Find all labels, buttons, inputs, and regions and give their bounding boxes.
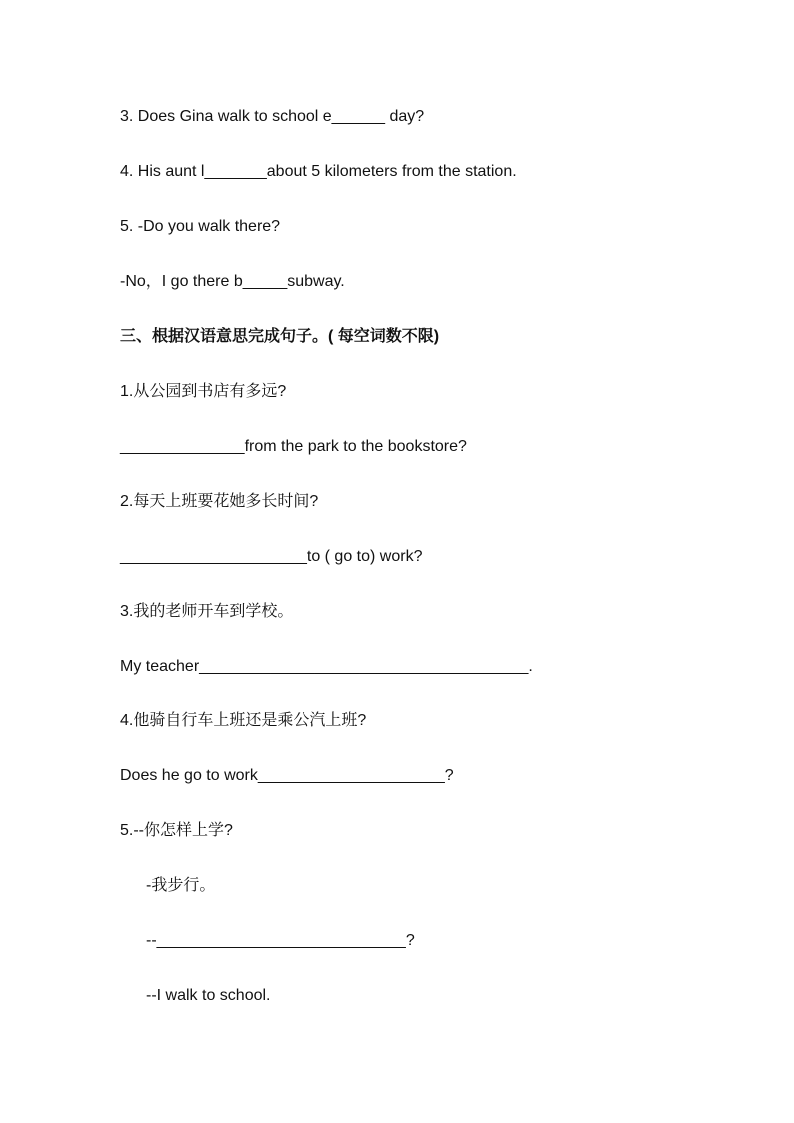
exercise-item-3: 3. Does Gina walk to school e______ day? <box>120 108 425 125</box>
dialogue-line-2: --____________________________? <box>146 932 415 949</box>
translation-item-4-answer: Does he go to work_____________________? <box>120 767 454 784</box>
translation-item-3-answer: My teacher_____________________________________. <box>120 658 533 675</box>
dialogue-line-1: -我步行。 <box>146 877 216 894</box>
dialogue-line-3: --I walk to school. <box>146 987 271 1004</box>
translation-item-4-prompt: 4.他骑自行车上班还是乘公汽上班? <box>120 712 367 729</box>
translation-item-2-answer: _____________________to ( go to) work? <box>120 548 423 565</box>
exercise-item-4: 4. His aunt l_______about 5 kilometers from the station. <box>120 163 517 180</box>
translation-item-5-prompt: 5.--你怎样上学? <box>120 822 233 839</box>
exercise-item-5-answer: -No，I go there b_____subway. <box>120 273 345 290</box>
translation-item-3-prompt: 3.我的老师开车到学校。 <box>120 603 294 620</box>
exercise-item-5-question: 5. -Do you walk there? <box>120 218 281 235</box>
translation-item-2-prompt: 2.每天上班要花她多长时间? <box>120 493 319 510</box>
translation-item-1-answer: ______________from the park to the bookstore? <box>120 438 467 455</box>
translation-item-1-prompt: 1.从公园到书店有多远? <box>120 383 287 400</box>
section-heading: 三、根据汉语意思完成句子。( 每空词数不限) <box>120 328 440 345</box>
